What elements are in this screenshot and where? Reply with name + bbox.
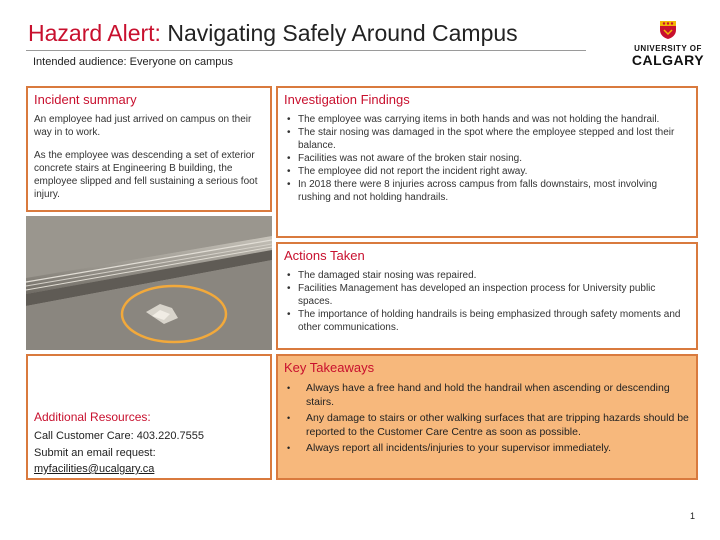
list-item: • Always have a free hand and hold the handrail when ascending or descending stairs. [284, 381, 690, 409]
list-item: • In 2018 there were 8 injuries across campus from falls downstairs, most involving rushing and not holding handrails. [284, 178, 690, 204]
page-title [28, 18, 518, 48]
title-highlight: Hazard Alert: [28, 20, 161, 46]
logo-line-2: CALGARY [631, 52, 705, 68]
additional-resources-box [26, 354, 272, 480]
investigation-findings-box [276, 86, 698, 238]
key-takeaways-title: Key Takeaways [284, 360, 375, 375]
stair-damage-photo [26, 216, 272, 350]
university-crest-icon [659, 20, 677, 40]
list-item: • The damaged stair nosing was repaired. [284, 269, 690, 282]
title-divider [26, 50, 586, 51]
page-number: 1 [690, 511, 696, 521]
investigation-findings-title: Investigation Findings [284, 92, 410, 107]
list-item: • The employee did not report the incident right away. [284, 165, 690, 178]
list-item: • Facilities Management has developed an inspection process for University public spaces. [284, 282, 690, 308]
incident-paragraph: As the employee was descending a set of exterior concrete stairs at Engineering B building, the employee slipped and fell sustaining a serious foot injury. [34, 150, 258, 200]
incident-summary-title: Incident summary [34, 92, 137, 107]
list-item: • The employee was carrying items in both hands and was not holding the handrail. [284, 113, 690, 126]
actions-taken-list [284, 269, 690, 334]
actions-taken-box [276, 242, 698, 350]
investigation-findings-list [284, 113, 690, 204]
title-text: Navigating Safely Around Campus [167, 20, 518, 46]
key-takeaways-list [284, 381, 690, 455]
logo-line-1: UNIVERSITY OF [634, 44, 702, 53]
incident-summary-box [26, 86, 272, 212]
list-item: • Any damage to stairs or other walking surfaces that are tripping hazards should be reported to the Customer Care Centre as soon as possible. [284, 411, 690, 439]
actions-taken-title: Actions Taken [284, 248, 365, 263]
email-request-label: Submit an email request: [34, 447, 156, 459]
list-item: • The importance of holding handrails is being emphasized through safety moments and other communications. [284, 308, 690, 334]
list-item: • Facilities was not aware of the broken stair nosing. [284, 152, 690, 165]
university-logo [628, 20, 708, 74]
email-link[interactable]: myfacilities@ucalgary.ca [34, 463, 155, 475]
audience-text: Intended audience: Everyone on campus [33, 56, 233, 68]
incident-paragraph: An employee had just arrived on campus on their way in to work. [34, 114, 252, 138]
key-takeaways-box [276, 354, 698, 480]
customer-care-phone: Call Customer Care: 403.220.7555 [34, 430, 204, 442]
list-item: • The stair nosing was damaged in the spot where the employee stepped and lost their balance. [284, 126, 690, 152]
list-item: • Always report all incidents/injuries to your supervisor immediately. [284, 441, 690, 455]
additional-resources-title: Additional Resources: [34, 410, 151, 424]
